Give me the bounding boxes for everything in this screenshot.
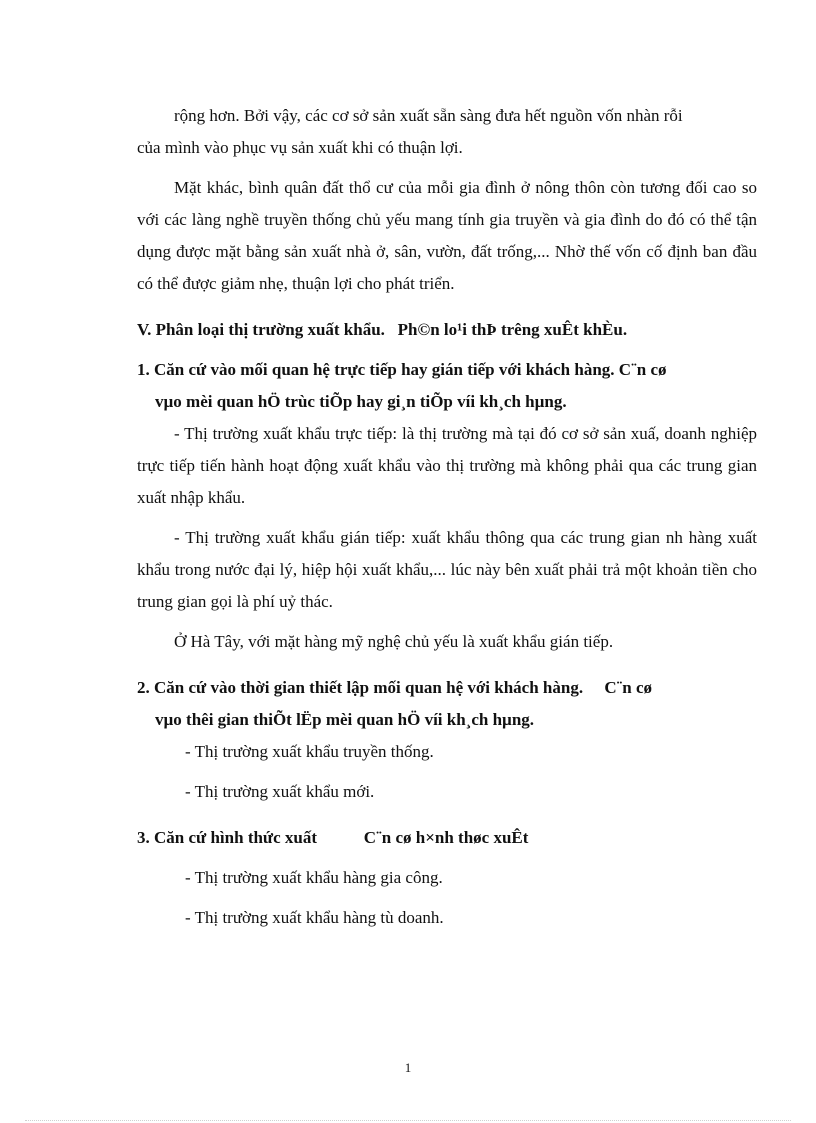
indirect-export-paragraph: - Thị trường xuất khẩu gián tiếp: xuất khẩu thông qua các trung gian nh hàng xuất khẩu trong nước đại lý, hiệp hội xuất khẩu,... lúc này bên xuất phải trả một khoản tiền cho trung gian gọi là phí uỷ thác. (137, 528, 757, 611)
subsection-2-heading (137, 672, 757, 736)
subsection-2-garbled-1: C¨n cø (604, 678, 653, 697)
list-item: - Thị trường xuất khẩu truyền thống. (185, 742, 434, 761)
subsection-3-garbled: C¨n cø h×nh thøc xuÊt (363, 828, 529, 847)
page-bottom-divider (25, 1120, 791, 1121)
section-v-heading (137, 314, 757, 346)
paragraph-2: Mặt khác, bình quân đất thổ cư của mỗi gia đình ở nông thôn còn tương đối cao so với các làng nghề truyền thống chủ yếu mang tính gia truyền và gia đình do đó có thể tận dụng được mặt bằng sản xuất nhà ở, sân, vườn, đất trống,... Nhờ thế vốn cố định ban đầu có thể được giảm nhẹ, thuận lợi cho phát triển. (137, 178, 757, 293)
subsection-3-title: 3. Căn cứ hình thức xuất (137, 828, 318, 847)
list-item: - Thị trường xuất khẩu hàng gia công. (185, 868, 443, 887)
section-v-title: V. Phân loại thị trường xuất khẩu. (137, 320, 385, 339)
direct-export-paragraph: - Thị trường xuất khẩu trực tiếp: là thị trường mà tại đó cơ sở sản xuấ, doanh nghiệp trực tiếp tiến hành hoạt động xuất khẩu vào thị trường mà không phải qua các trung gian xuất nhập khẩu. (137, 424, 757, 507)
section-v-garbled: Ph©n lo¹i thÞ trêng xuÊt khÈu. (397, 320, 628, 339)
list-item: - Thị trường xuất khẩu hàng tù doanh. (185, 908, 444, 927)
hatay-paragraph: Ở Hà Tây, với mặt hàng mỹ nghệ chủ yếu là xuất khẩu gián tiếp. (174, 632, 614, 651)
subsection-3-heading (137, 822, 757, 854)
page-number: 1 (404, 1060, 412, 1075)
paragraph-1-line-2: của mình vào phục vụ sản xuất khi có thuận lợi. (137, 138, 463, 157)
subsection-1-title: 1. Căn cứ vào mối quan hệ trực tiếp hay gián tiếp với khách hàng. (137, 360, 615, 379)
page-content (137, 100, 757, 934)
subsection-2-title: 2. Căn cứ vào thời gian thiết lập mối quan hệ với khách hàng. (137, 678, 584, 697)
paragraph-1-line-1: rộng hơn. Bởi vậy, các cơ sở sản xuất sẵn sàng đưa hết nguồn vốn nhàn rỗi (174, 106, 683, 125)
subsection-1-garbled-2: vµo mèi quan hÖ trùc tiÕp hay gi¸n tiÕp víi kh¸ch hµng. (155, 392, 567, 411)
list-item: - Thị trường xuất khẩu mới. (185, 782, 375, 801)
subsection-2-garbled-2: vµo thêi gian thiÕt lËp mèi quan hÖ víi kh¸ch hµng. (155, 710, 535, 729)
subsection-1-heading (137, 354, 757, 418)
subsection-1-garbled-1: C¨n cø (618, 360, 667, 379)
